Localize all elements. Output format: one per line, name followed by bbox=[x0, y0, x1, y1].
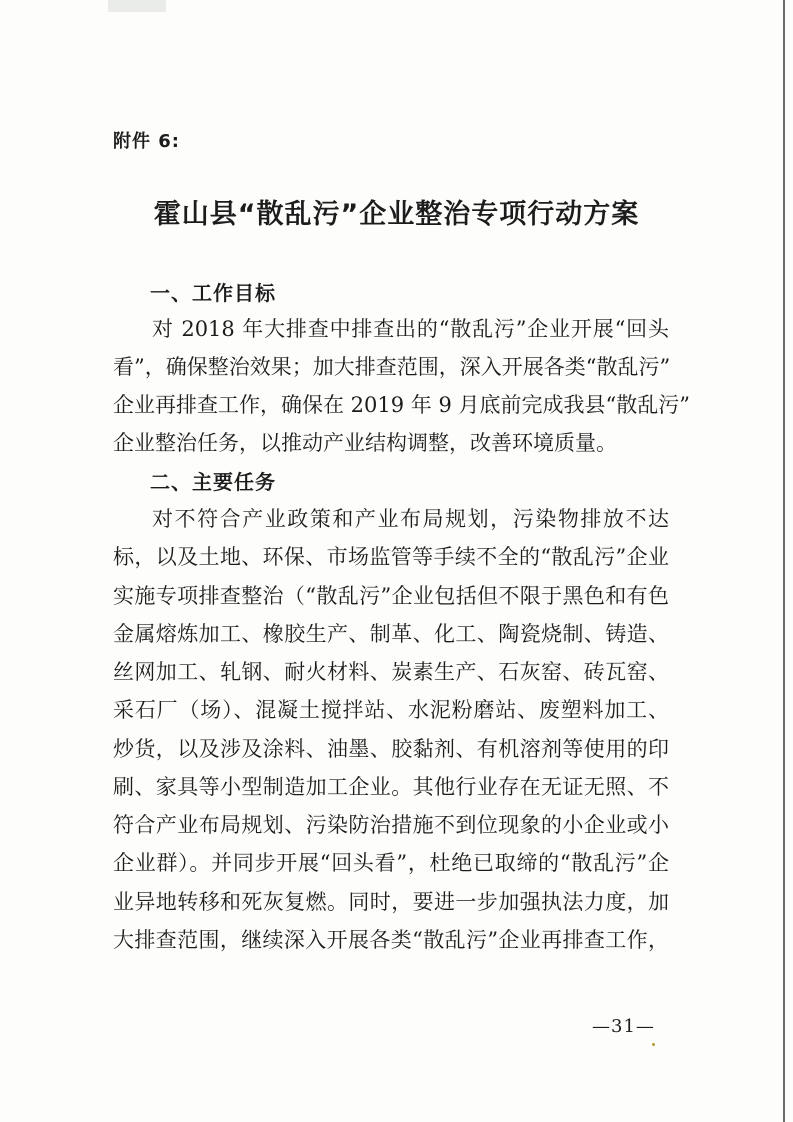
page-edge bbox=[783, 0, 785, 1122]
scan-mark bbox=[108, 0, 166, 12]
scan-dot bbox=[652, 1043, 655, 1046]
paragraph-line: 对不符合产业政策和产业布局规划，污染物排放不达 bbox=[152, 507, 669, 531]
paragraph-line: 大排查范围，继续深入开展各类“散乱污”企业再排查工作， bbox=[113, 928, 669, 952]
paragraph-line: 丝网加工、轧钢、耐火材料、炭素生产、石灰窑、砖瓦窑、 bbox=[113, 660, 669, 684]
attachment-label: 附件 6: bbox=[113, 131, 180, 152]
paragraph-line: 企业群）。并同步开展“回头看”，杜绝已取缔的“散乱污”企 bbox=[113, 851, 669, 875]
paragraph-line: 业异地转移和死灰复燃。同时，要进一步加强执法力度，加 bbox=[113, 890, 669, 914]
paragraph-line: 金属熔炼加工、橡胶生产、制革、化工、陶瓷烧制、铸造、 bbox=[113, 622, 669, 646]
paragraph-line: 看”，确保整治效果；加大排查范围，深入开展各类“散乱污” bbox=[113, 355, 671, 379]
paragraph-line: 标，以及土地、环保、市场监管等手续不全的“散乱污”企业 bbox=[113, 545, 669, 569]
paragraph-line: 炒货，以及涉及涂料、油墨、胶黏剂、有机溶剂等使用的印 bbox=[113, 737, 669, 761]
paragraph-line: 对 2018 年大排查中排查出的“散乱污”企业开展“回头 bbox=[152, 317, 669, 341]
section-heading-goals: 一、工作目标 bbox=[150, 281, 276, 305]
paragraph-line: 企业整治任务，以推动产业结构调整，改善环境质量。 bbox=[113, 431, 617, 455]
paragraph-line: 实施专项排查整治（“散乱污”企业包括但不限于黑色和有色 bbox=[113, 584, 669, 608]
paragraph-line: 企业再排查工作，确保在 2019 年 9 月底前完成我县“散乱污” bbox=[113, 393, 690, 417]
document-title: 霍山县“散乱污”企业整治专项行动方案 bbox=[153, 199, 640, 230]
paragraph-line: 采石厂（场）、混凝土搅拌站、水泥粉磨站、废塑料加工、 bbox=[113, 698, 669, 722]
paragraph-line: 刷、家具等小型制造加工企业。其他行业存在无证无照、不 bbox=[113, 775, 669, 799]
paragraph-line: 符合产业布局规划、污染防治措施不到位现象的小企业或小 bbox=[113, 813, 669, 837]
section-heading-tasks: 二、主要任务 bbox=[150, 470, 276, 494]
page-number: —31— bbox=[592, 1016, 655, 1037]
